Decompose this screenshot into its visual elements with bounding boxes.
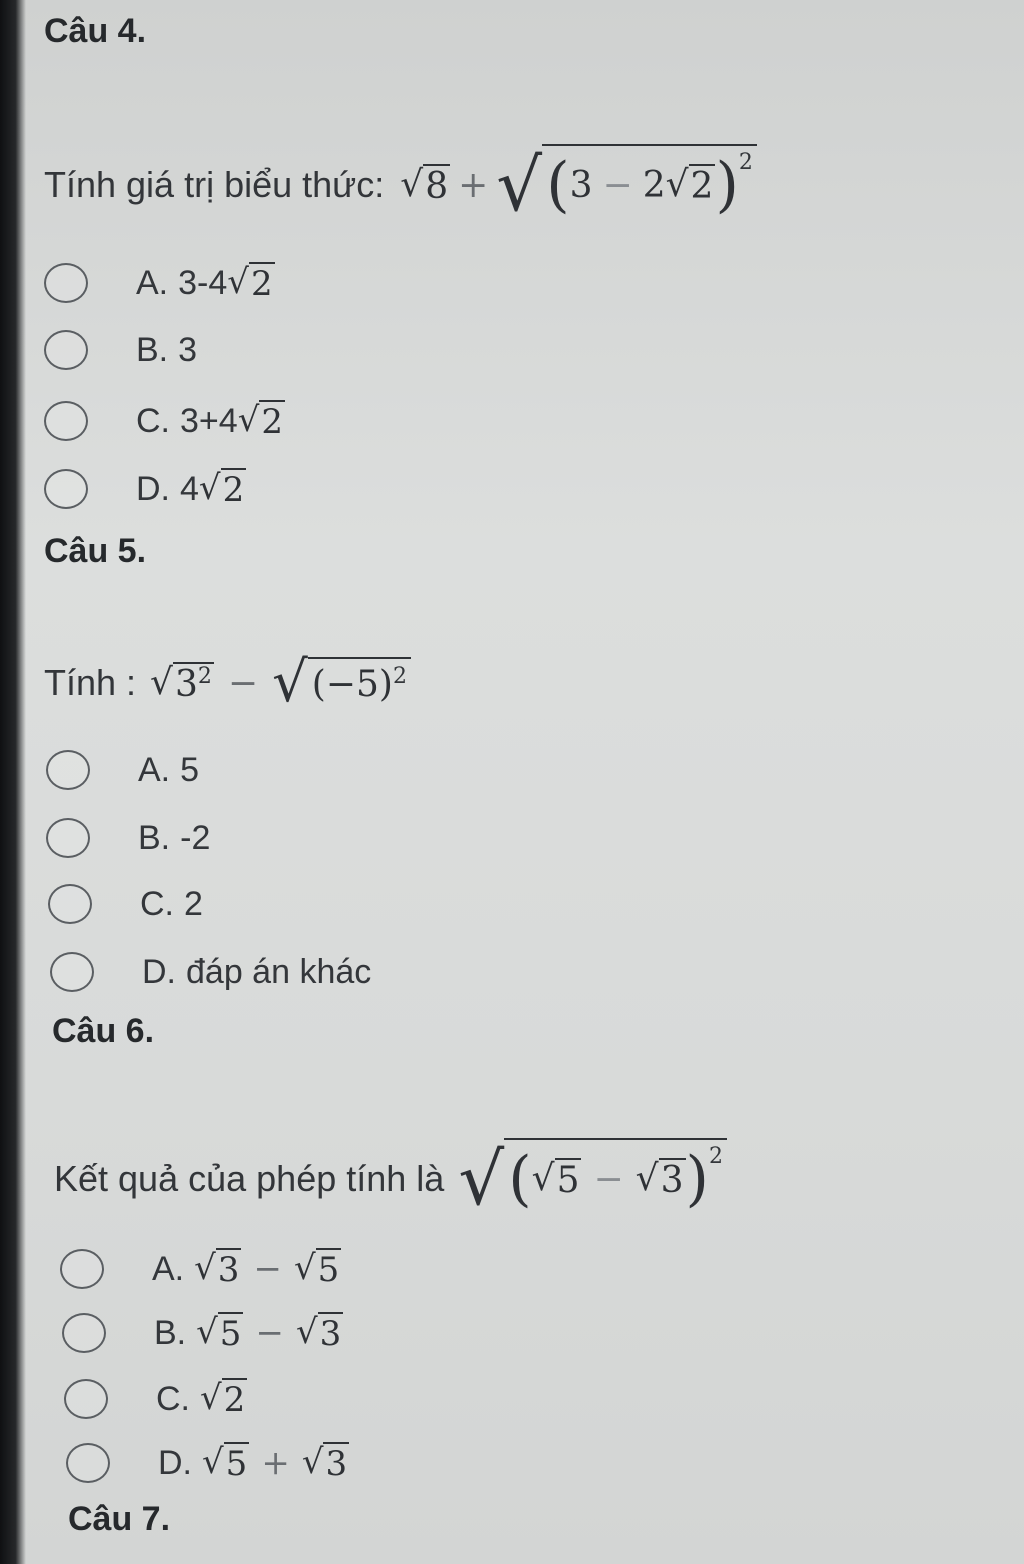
question-6-prompt xyxy=(54,1114,727,1244)
sqrt-3-squared: √ $3^2$ xyxy=(150,661,212,705)
q4-option-a[interactable]: A. 3-4 √ 2 xyxy=(44,262,275,304)
radio-button[interactable] xyxy=(48,884,92,924)
q6-option-a[interactable]: A. √ 3 − √ 5 xyxy=(60,1248,341,1290)
sqrt-d1: √ 5 xyxy=(202,1442,248,1484)
radio-button[interactable] xyxy=(64,1379,108,1419)
sqrt-b2: √ 3 xyxy=(295,1312,342,1354)
q4-option-d[interactable]: D. 4 √ 2 xyxy=(44,468,246,510)
sqrt-2: √ 2 xyxy=(198,468,245,510)
operator: − xyxy=(253,1249,282,1289)
q6-option-b[interactable]: B. √ 5 − √ 3 xyxy=(62,1312,343,1354)
question-4-prompt xyxy=(44,120,757,250)
question-6-heading: Câu 6. xyxy=(52,1012,155,1050)
sqrt-squared-expression: √ ( 3 − 2 √ 2 ) 2 xyxy=(496,149,757,221)
question-4-prompt-text: Tính giá trị biểu thức: xyxy=(44,164,385,205)
sqrt-a1: √ 3 xyxy=(194,1248,240,1290)
minus-sign: − xyxy=(227,662,259,704)
radio-button[interactable] xyxy=(44,401,88,441)
sqrt-2: √ 2 xyxy=(227,262,273,304)
radio-button[interactable] xyxy=(46,750,90,790)
sqrt-neg5-squared: √ $(-5)^2$ xyxy=(272,655,411,711)
q5-option-b[interactable]: B. -2 xyxy=(46,818,210,858)
question-5-heading: Câu 5. xyxy=(44,532,147,570)
sqrt-2: √ 2 xyxy=(237,400,283,442)
sqrt-8: √ 8 xyxy=(400,163,449,207)
sqrt-a2: √ 5 xyxy=(293,1248,340,1290)
sqrt-d2: √ 3 xyxy=(301,1442,348,1484)
question-6-prompt-text: Kết quả của phép tính là xyxy=(54,1158,445,1199)
q5-option-d[interactable]: D. đáp án khác xyxy=(50,952,371,992)
dark-left-edge xyxy=(0,0,26,1564)
q4-option-b[interactable]: B. 3 xyxy=(44,330,197,370)
radio-button[interactable] xyxy=(44,469,88,509)
radio-button[interactable] xyxy=(66,1443,110,1483)
sqrt-diff-squared: √ ( √ 5 − √ 3 ) 2 xyxy=(458,1143,727,1215)
question-7-heading: Câu 7. xyxy=(68,1500,171,1538)
radio-button[interactable] xyxy=(62,1313,106,1353)
sqrt-c1: √ 2 xyxy=(200,1378,246,1420)
radio-button[interactable] xyxy=(44,263,88,303)
operator: + xyxy=(261,1443,290,1483)
q5-option-c[interactable]: C. 2 xyxy=(48,884,203,924)
radio-button[interactable] xyxy=(44,330,88,370)
q4-option-c[interactable]: C. 3+4 √ 2 xyxy=(44,400,285,442)
q5-option-a[interactable]: A. 5 xyxy=(46,750,199,790)
radio-button[interactable] xyxy=(46,818,90,858)
sqrt-b1: √ 5 xyxy=(196,1312,242,1354)
radio-button[interactable] xyxy=(60,1249,104,1289)
q6-option-d[interactable]: D. √ 5 + √ 3 xyxy=(66,1442,349,1484)
plus-sign: + xyxy=(458,164,489,206)
question-5-prompt-text: Tính : xyxy=(44,662,137,703)
operator: − xyxy=(255,1313,284,1353)
question-4-heading: Câu 4. xyxy=(44,12,147,50)
q6-option-c[interactable]: C. √ 2 xyxy=(64,1378,247,1420)
radio-button[interactable] xyxy=(50,952,94,992)
question-5-prompt xyxy=(44,638,411,728)
